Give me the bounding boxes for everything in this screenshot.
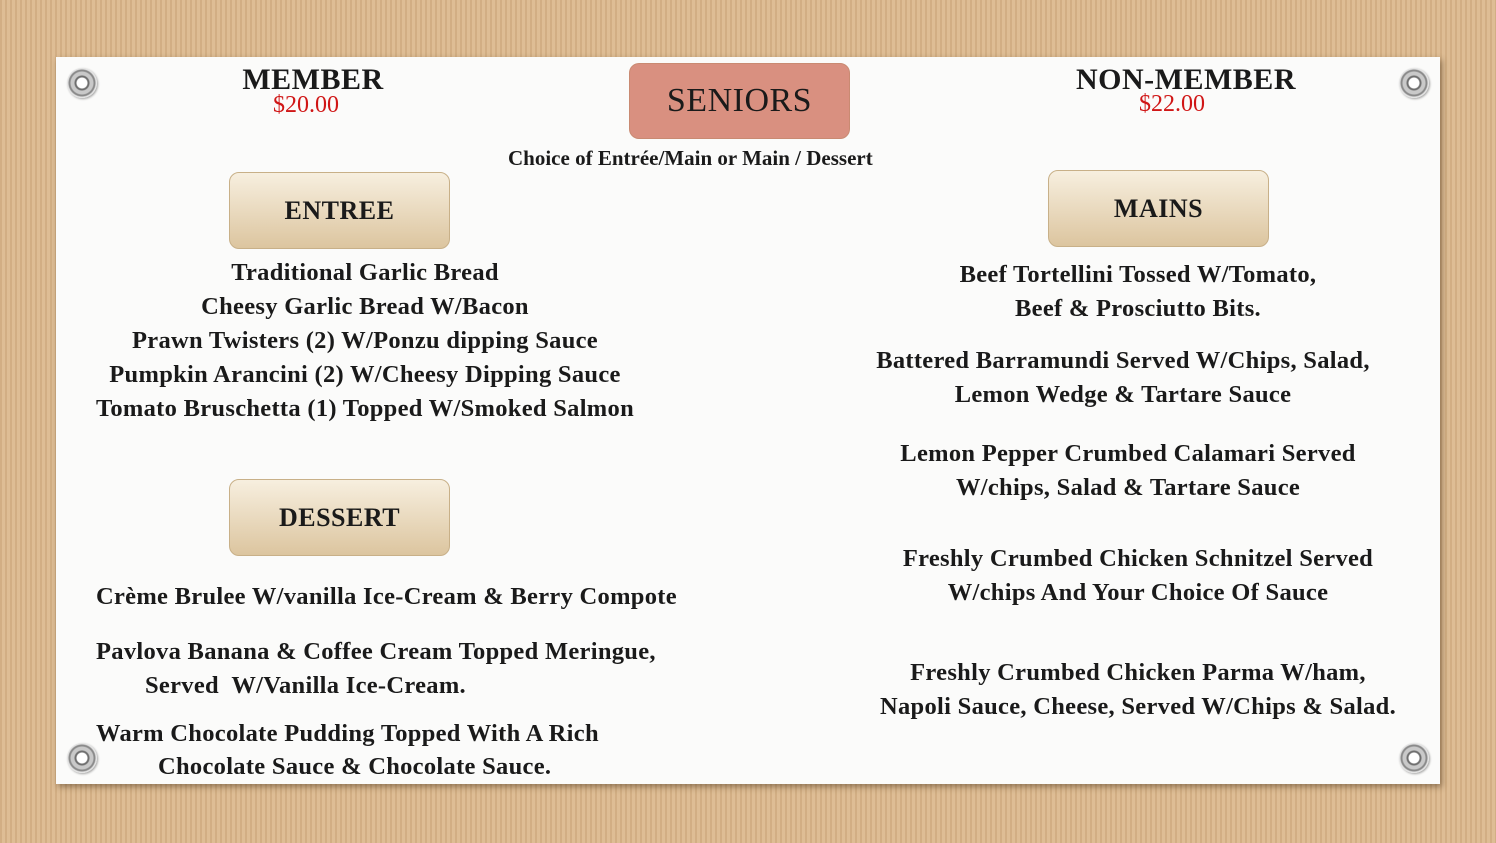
- list-item: Pumpkin Arancini (2) W/Cheesy Dipping Sauce: [109, 361, 621, 388]
- list-item: Traditional Garlic Bread: [231, 259, 499, 286]
- mains-item: [832, 656, 1444, 724]
- list-item: Beef Tortellini Tossed W/Tomato,: [959, 261, 1317, 288]
- member-price: $20.00: [273, 92, 339, 118]
- mains-item: [838, 542, 1438, 610]
- list-item: Prawn Twisters (2) W/Ponzu dipping Sauce: [132, 327, 598, 354]
- screw-top-left-icon: [67, 68, 97, 98]
- list-item: Tomato Bruschetta (1) Topped W/Smoked Salmon: [95, 395, 634, 422]
- screw-bottom-left-icon: [67, 743, 97, 773]
- list-item: Chocolate Sauce & Chocolate Sauce.: [158, 753, 552, 780]
- list-item: Warm Chocolate Pudding Topped With A Rich: [96, 720, 599, 747]
- entree-list: [40, 256, 690, 426]
- list-item: Beef & Prosciutto Bits.: [1015, 295, 1261, 322]
- list-item: W/chips And Your Choice Of Sauce: [947, 579, 1329, 606]
- list-item: Battered Barramundi Served W/Chips, Salad,: [876, 347, 1370, 374]
- member-label: MEMBER: [242, 63, 384, 96]
- entree-header: ENTREE: [229, 172, 450, 249]
- page-title: SENIORS: [629, 63, 850, 139]
- mains-item: [823, 344, 1423, 412]
- mains-item: [838, 258, 1438, 326]
- nonmember-price: $22.00: [1139, 91, 1205, 117]
- list-item: Lemon Wedge & Tartare Sauce: [954, 381, 1292, 408]
- list-item: Cheesy Garlic Bread W/Bacon: [201, 293, 529, 320]
- list-item: W/chips, Salad & Tartare Sauce: [955, 474, 1301, 501]
- list-item: Pavlova Banana & Coffee Cream Topped Meringue,: [96, 638, 656, 665]
- mains-item: [828, 437, 1428, 505]
- screw-top-right-icon: [1399, 68, 1429, 98]
- list-item: Served W/Vanilla Ice-Cream.: [145, 672, 466, 699]
- list-item: Napoli Sauce, Cheese, Served W/Chips & Salad.: [879, 693, 1397, 720]
- dessert-header: DESSERT: [229, 479, 450, 556]
- nonmember-label: NON-MEMBER: [1076, 63, 1296, 96]
- list-item: Freshly Crumbed Chicken Parma W/ham,: [910, 659, 1366, 686]
- list-item: Freshly Crumbed Chicken Schnitzel Served: [902, 545, 1374, 572]
- list-item: Crème Brulee W/vanilla Ice-Cream & Berry Compote: [96, 583, 677, 610]
- screw-bottom-right-icon: [1399, 743, 1429, 773]
- list-item: Lemon Pepper Crumbed Calamari Served: [900, 440, 1356, 467]
- mains-header: MAINS: [1048, 170, 1269, 247]
- menu-subtitle: Choice of Entrée/Main or Main / Dessert: [508, 146, 873, 170]
